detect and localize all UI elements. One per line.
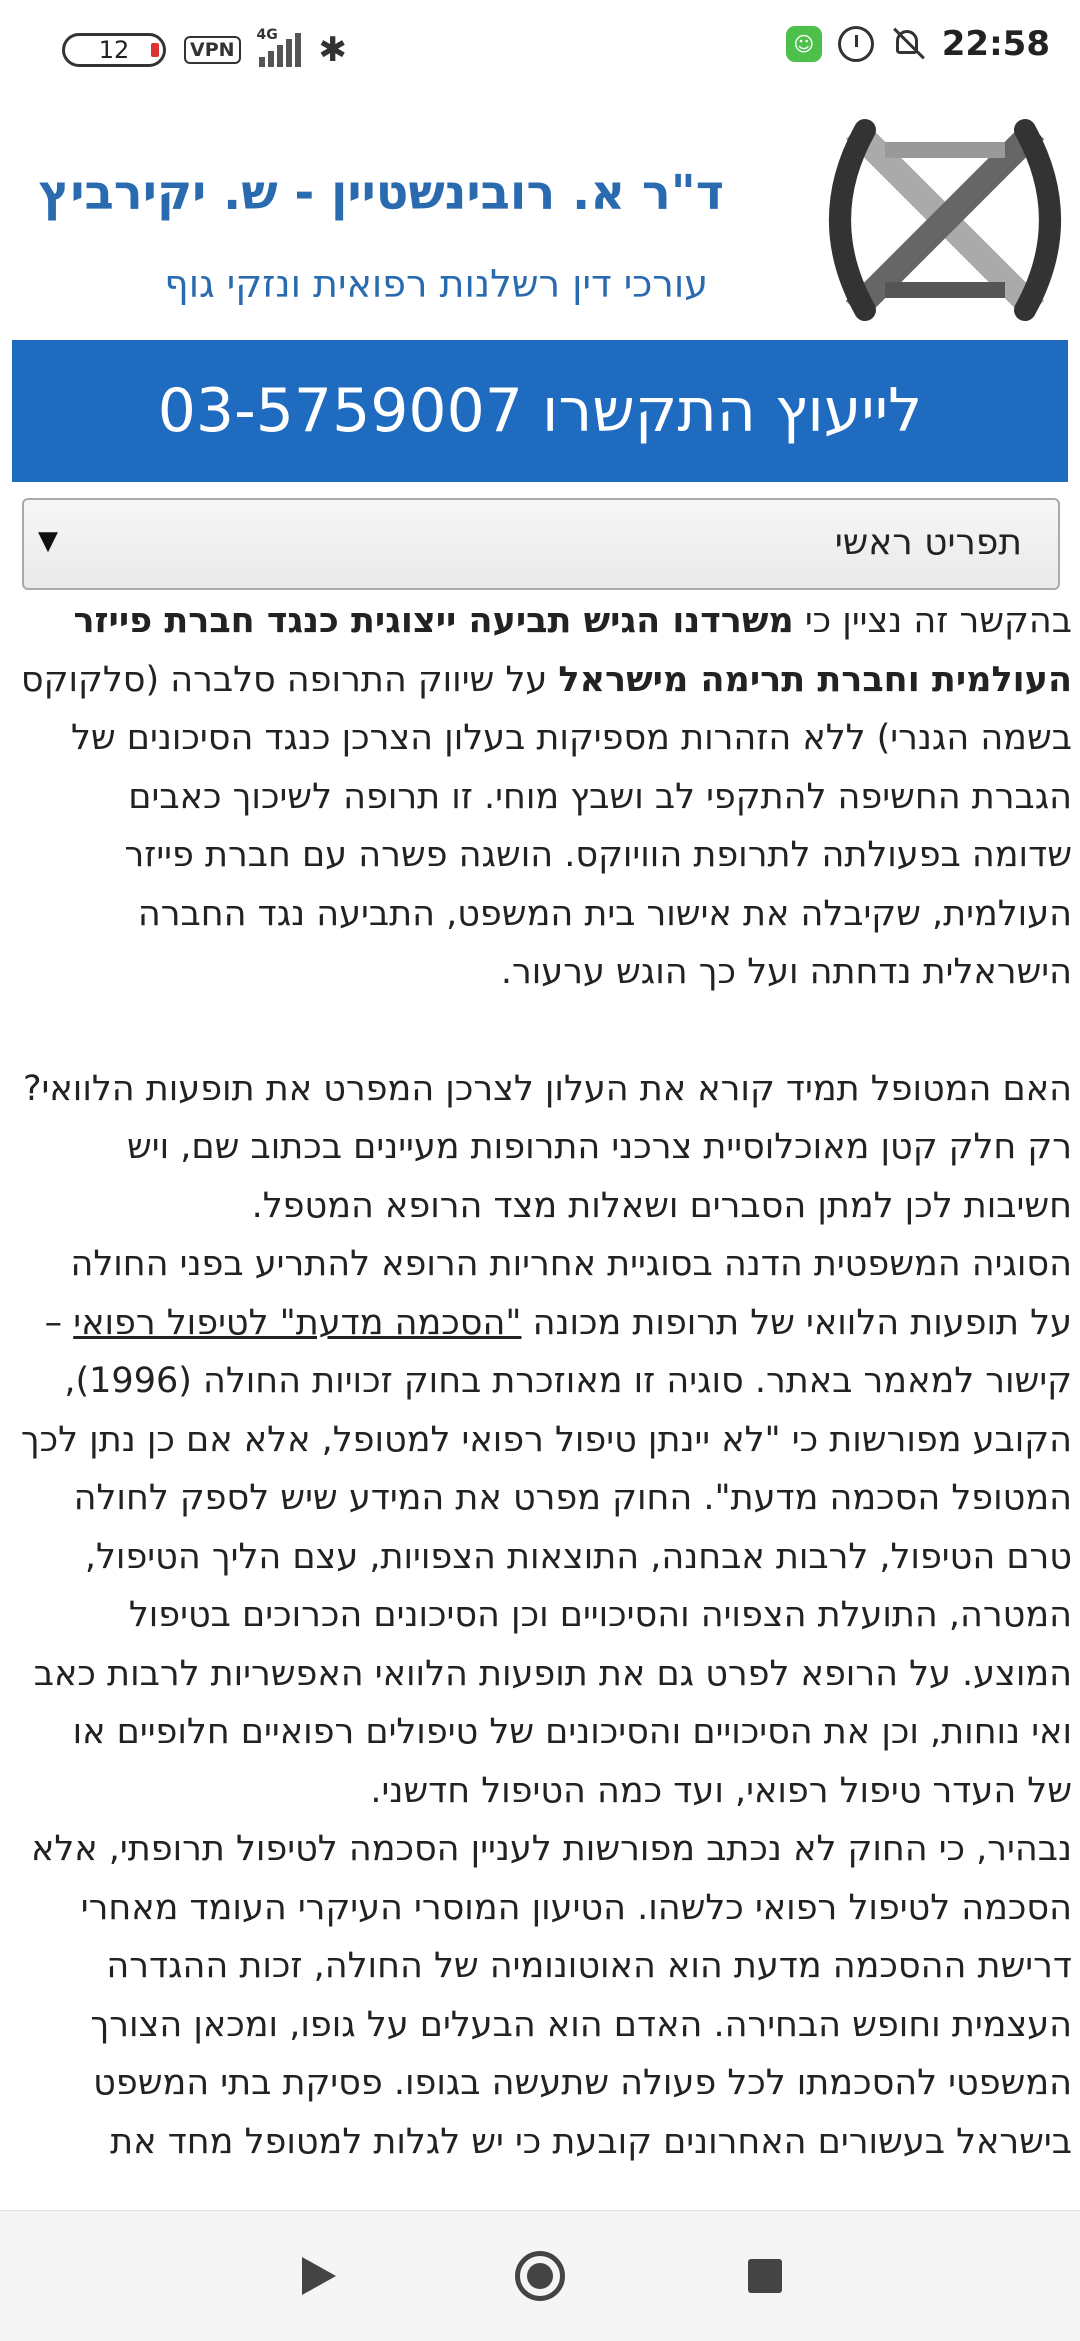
informed-consent-link[interactable]: "הסכמה מדעת" לטיפול רפואי xyxy=(73,1302,522,1343)
status-right xyxy=(786,24,1050,64)
recents-icon[interactable] xyxy=(748,2259,782,2293)
app-notification-icon: ☺ xyxy=(786,26,822,62)
home-icon[interactable] xyxy=(515,2251,565,2301)
contact-banner-text: לייעוץ התקשרו 03-5759007 xyxy=(157,376,923,446)
article-paragraph-3: הסוגיה המשפטית הדנה בסוגיית אחריות הרופא להתריע בפני החולה על תופעות הלוואי של תרופות מכונה "הסכמה מדעת" לטיפול רפואי – קישור למאמר באתר. סוגיה זו מאוזכרת בחוק זכויות החולה (1996), הקובע מפורשות כי "לא יינתן טיפול רפואי למטופל, אלא אם כן נתן לכך המטופל הסכמה מדעת". החוק מפרט את המידע שיש לספק לחולה טרם הטיפול, לרבות אבחנה, התוצאות הצפויות, עצם הליך הטיפול, המטרה, התועלת הצפויה והסיכויים וכן הסיכונים הכרוכים בטיפול המוצע. על הרופא לפרט גם את תופעות הלוואי האפשריות לרבות כאב ואי נוחות, וכן את הסיכויים והסיכונים של טיפולים רפואיים חלופיים או של העדר טיפול רפואי, ועד כמה הטיפול חדשני. xyxy=(20,1244,1072,1811)
battery-level: 12 xyxy=(98,36,130,64)
article-paragraph-4: נבהיר, כי החוק לא נכתב מפורשות לעניין הסכמה לטיפול תרופתי, אלא הסכמה לטיפול רפואי כלשהו. הטיעון המוסרי העיקרי העומד מאחרי דרישת ההסכמה מדעת הוא האוטונומיה של החולה, זכות ההגדרה העצמית וחופש הבחירה. האדם הוא הבעלים על גופו, ומכאן הצורך המשפטי להסכמתו לכל פעולה שתעשה בגופו. פסיקת בתי המשפט בישראל בעשורים האחרונים קובעת כי יש לגלות למטופל מחד את xyxy=(30,1829,1072,2162)
clock: 22:58 xyxy=(941,24,1050,64)
contact-banner[interactable] xyxy=(12,340,1068,482)
firm-name: ד"ר א. רובינשטיין - ש. יקירביץ xyxy=(38,165,724,221)
article-paragraph-2: האם המטופל תמיד קורא את העלון לצרכן המפרט את תופעות הלוואי? רק חלק קטן מאוכלוסיית צרכני התרופות מעיינים בכתוב שם, ויש חשיבות לכן למתן הסברים ושאלות מצד הרופא המטפל. xyxy=(22,1068,1072,1226)
mute-icon xyxy=(890,26,926,62)
main-menu-label: תפריט ראשי xyxy=(834,522,1022,563)
article-body xyxy=(20,592,1072,2171)
navigation-bar xyxy=(0,2210,1080,2341)
paragraph-gap xyxy=(20,1002,1072,1060)
firm-logo[interactable] xyxy=(825,110,1065,330)
status-left xyxy=(62,27,348,70)
chevron-down-icon: ▼ xyxy=(38,526,58,556)
signal-icon xyxy=(256,27,301,67)
main-menu-select[interactable] xyxy=(22,498,1060,590)
back-icon[interactable] xyxy=(302,2257,336,2295)
bold-highlight: משרדנו הגיש תביעה ייצוגית כנגד חברת פייזר העולמית וחברת תרימה מישראל xyxy=(73,601,1072,700)
network-type: 4G xyxy=(256,27,278,43)
status-bar xyxy=(0,0,1080,100)
bluetooth-icon: ✱ xyxy=(318,30,348,70)
alarm-icon xyxy=(838,26,874,62)
article-paragraph-1: בהקשר זה נציין כי משרדנו הגיש תביעה ייצוגית כנגד חברת פייזר העולמית וחברת תרימה מישראל על שיווק התרופה סלברה (סלקוקס בשמה הגנרי) ללא הזהרות מספיקות בעלון הצרכן כנגד הסיכונים של הגברת החשיפה להתקפי לב ושבץ מוחי. זו תרופה לשיכוך כאבים שדומה בפעולתה לתרופת הוויוקס. הושגה פשרה עם חברת פייזר העולמית, שקיבלה את אישור בית המשפט, התביעה נגד החברה הישראלית נדחתה ועל כך הוגש ערעור. xyxy=(20,601,1072,992)
firm-subtitle: עורכי דין רשלנות רפואית ונזקי גוף xyxy=(164,262,708,306)
battery-icon xyxy=(62,33,166,67)
vpn-icon: VPN xyxy=(184,36,241,64)
